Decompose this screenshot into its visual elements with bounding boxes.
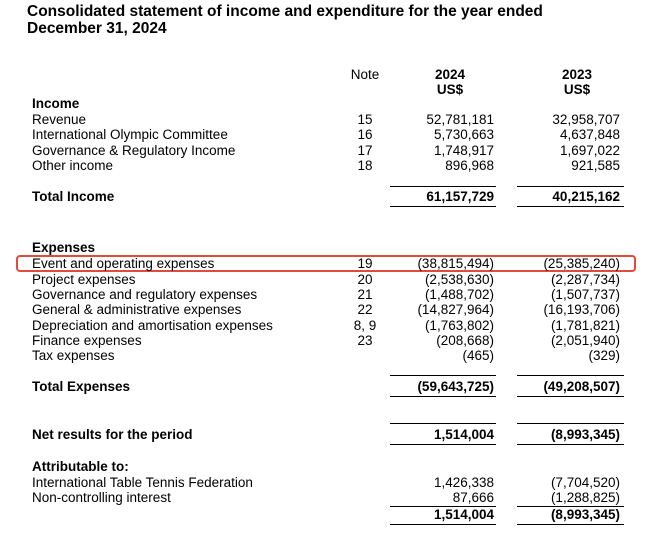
row-value-2023: 921,585 [571, 158, 620, 173]
row-label: Governance and regulatory expenses [32, 287, 258, 302]
row-note: 20 [357, 272, 373, 287]
row-value-2023: (1,288,825) [550, 490, 620, 505]
attributable-total-2024: 1,514,004 [433, 507, 494, 522]
row-value-2023: 1,697,022 [559, 143, 620, 158]
total-income-underline-2024 [390, 206, 496, 207]
net-result-2024: 1,514,004 [433, 427, 494, 442]
attributable-total-underline-2024 [390, 524, 496, 525]
statement-title: Consolidated statement of income and expenditure for the year ended [27, 3, 543, 20]
net-result-underline-2024 [390, 444, 496, 445]
total-expenses-2024: (59,643,725) [417, 379, 494, 394]
row-value-2024: (1,488,702) [424, 287, 494, 302]
total-expenses-underline-2023 [517, 396, 624, 397]
expense-row [0, 272, 660, 288]
row-value-2024: 5,730,663 [433, 127, 494, 142]
row-value-2024: 1,426,338 [433, 475, 494, 490]
row-value-2023: 4,637,848 [559, 127, 620, 142]
row-label: Tax expenses [32, 348, 115, 363]
row-value-2024: (2,538,630) [424, 272, 494, 287]
row-value-2023: (2,051,940) [550, 333, 620, 348]
total-income-2024: 61,157,729 [426, 189, 494, 204]
net-result-2023: (8,993,345) [550, 427, 620, 442]
income-row [0, 112, 660, 128]
net-result-rule-2024 [390, 423, 496, 424]
income-row [0, 127, 660, 143]
row-label: Depreciation and amortisation expenses [32, 318, 273, 333]
row-value-2023: (1,507,737) [550, 287, 620, 302]
row-value-2024: (208,668) [436, 333, 494, 348]
row-value-2023: (1,781,821) [550, 318, 620, 333]
expense-row [0, 256, 660, 272]
row-label: General & administrative expenses [32, 302, 242, 317]
row-note: 21 [357, 287, 373, 302]
row-value-2023: 32,958,707 [552, 112, 620, 127]
attributable-heading: Attributable to: [32, 459, 129, 474]
row-value-2024: (1,763,802) [424, 318, 494, 333]
row-note: 16 [357, 127, 373, 142]
row-value-2024: (38,815,494) [417, 256, 494, 271]
total-income-rule-2024 [390, 186, 496, 187]
total-expenses-underline-2024 [390, 396, 496, 397]
currency-2024-header: US$ [436, 82, 464, 97]
expense-row [0, 318, 660, 334]
attributable-total-2023: (8,993,345) [550, 507, 620, 522]
attributable-total-underline-2023 [517, 524, 624, 525]
row-label: Event and operating expenses [32, 256, 215, 271]
income-heading: Income [32, 96, 80, 111]
row-value-2024: 896,968 [445, 158, 494, 173]
row-value-2023: (16,193,706) [543, 302, 620, 317]
row-label: Governance & Regulatory Income [32, 143, 236, 158]
total-expenses-2023: (49,208,507) [543, 379, 620, 394]
row-value-2024: 1,748,917 [433, 143, 494, 158]
row-label: Other income [32, 158, 114, 173]
row-value-2024: 52,781,181 [426, 112, 494, 127]
row-value-2023: (7,704,520) [550, 475, 620, 490]
net-result-row [0, 427, 660, 443]
total-expenses-label: Total Expenses [32, 379, 131, 394]
expense-row [0, 302, 660, 318]
net-result-rule-2023 [517, 423, 624, 424]
row-value-2024: (465) [462, 348, 494, 363]
total-expenses-row [0, 379, 660, 395]
total-income-underline-2023 [517, 206, 624, 207]
row-note: 22 [357, 302, 373, 317]
total-income-2023: 40,215,162 [552, 189, 620, 204]
expenses-heading: Expenses [32, 240, 96, 255]
income-row [0, 143, 660, 159]
attributable-row [0, 475, 660, 491]
total-income-label: Total Income [32, 189, 115, 204]
expense-row [0, 287, 660, 303]
attributable-row [0, 490, 660, 506]
income-row [0, 158, 660, 174]
row-label: Non-controlling interest [32, 490, 171, 505]
total-expenses-rule-2023 [517, 375, 624, 376]
row-note: 8, 9 [353, 318, 377, 333]
row-value-2024: 87,666 [452, 490, 494, 505]
row-note: 23 [357, 333, 373, 348]
year-2023-header: 2023 [561, 67, 593, 82]
row-value-2023: (329) [588, 348, 620, 363]
row-note: 17 [357, 143, 373, 158]
note-column-header: Note [350, 67, 380, 82]
row-label: Revenue [32, 112, 87, 127]
total-income-rule-2023 [517, 186, 624, 187]
row-value-2023: (2,287,734) [550, 272, 620, 287]
row-note: 18 [357, 158, 373, 173]
expense-row [0, 333, 660, 349]
row-value-2024: (14,827,964) [417, 302, 494, 317]
row-note: 19 [357, 256, 373, 271]
row-note: 15 [357, 112, 373, 127]
attributable-total-row [0, 507, 660, 523]
currency-2023-header: US$ [563, 82, 591, 97]
year-2024-header: 2024 [434, 67, 466, 82]
total-income-row [0, 189, 660, 205]
total-expenses-rule-2024 [390, 375, 496, 376]
row-label: Project expenses [32, 272, 136, 287]
row-label: International Table Tennis Federation [32, 475, 253, 490]
row-label: International Olympic Committee [32, 127, 228, 142]
net-result-underline-2023 [517, 444, 624, 445]
statement-date: December 31, 2024 [27, 20, 167, 37]
row-value-2023: (25,385,240) [543, 256, 620, 271]
row-label: Finance expenses [32, 333, 142, 348]
expense-row [0, 348, 660, 364]
net-result-label: Net results for the period [32, 427, 193, 442]
